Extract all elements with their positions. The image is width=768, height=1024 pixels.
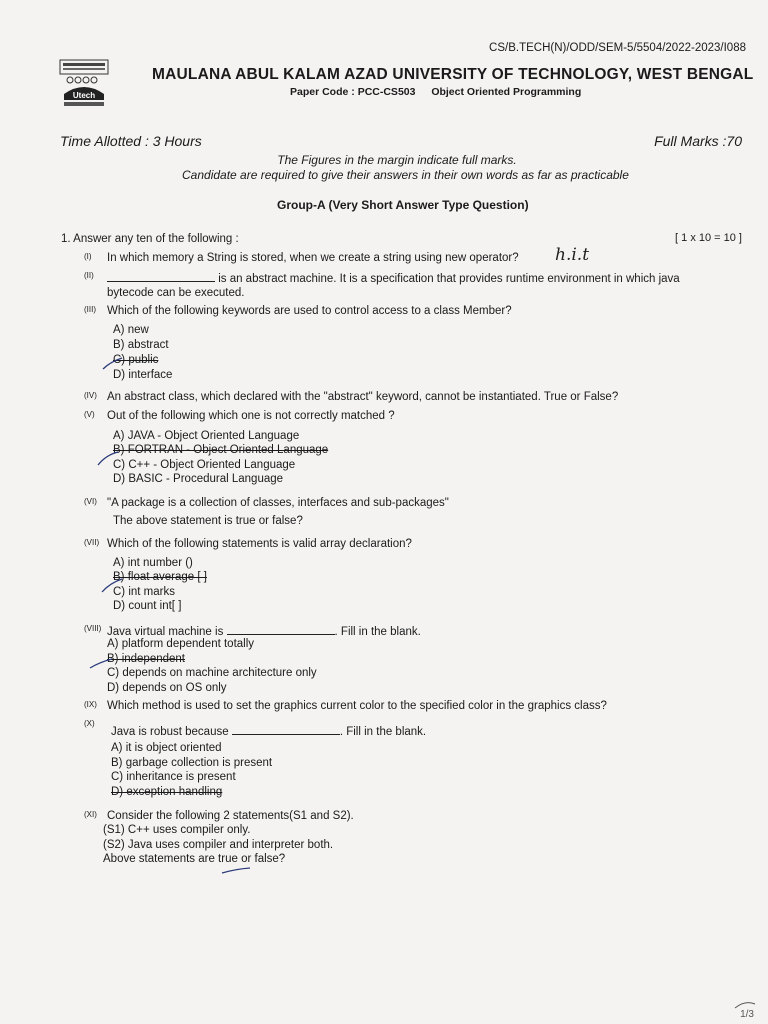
option-v-d: D) BASIC - Procedural Language: [113, 473, 284, 485]
question-number: 1.: [61, 233, 71, 245]
question-vii-text: Which of the following statements is valid array declaration?: [107, 538, 412, 550]
option-iii-b: B) abstract: [113, 339, 169, 351]
option-v-b: B) FORTRAN - Object Oriented Language: [113, 444, 329, 456]
roman-numeral-iv: (IV): [84, 391, 97, 400]
question-x-text: Java is robust because . Fill in the blank.: [111, 726, 427, 738]
instruction-1: The Figures in the margin indicate full marks.: [277, 153, 517, 167]
page-number: 1/3: [740, 1009, 754, 1020]
roman-numeral-x: (X): [84, 719, 95, 728]
paper-code-line: [290, 86, 581, 98]
question-vi-text-line2: The above statement is true or false?: [113, 515, 303, 527]
question-viii-text: Java virtual machine is . Fill in the blank.: [107, 626, 421, 638]
option-x-a: A) it is object oriented: [111, 742, 222, 754]
instruction-2: Candidate are required to give their answers in their own words as far as practicable: [182, 168, 629, 182]
paper-serial-code: CS/B.TECH(N)/ODD/SEM-5/5504/2022-2023/I088: [489, 42, 746, 54]
option-iii-c: C) public: [113, 354, 159, 366]
roman-numeral-vii: (VII): [84, 538, 100, 547]
full-marks: Full Marks :70: [654, 133, 742, 149]
option-viii-d: D) depends on OS only: [107, 682, 227, 694]
roman-numeral-xi: (XI): [84, 810, 97, 819]
question-ii-text-line2: bytecode can be executed.: [107, 287, 245, 299]
question-v-text: Out of the following which one is not correctly matched ?: [107, 410, 395, 422]
option-vii-d: D) count int[ ]: [113, 600, 182, 612]
option-viii-b: B) independent: [107, 653, 186, 665]
answer-blank: [232, 724, 340, 735]
time-allotted: Time Allotted : 3 Hours: [60, 133, 202, 149]
answer-blank: [227, 624, 335, 635]
roman-numeral-viii: (VIII): [84, 624, 102, 633]
option-viii-c: C) depends on machine architecture only: [107, 667, 317, 679]
university-name: MAULANA ABUL KALAM AZAD UNIVERSITY OF TECHNOLOGY, WEST BENGAL: [152, 66, 754, 83]
group-heading: Group-A (Very Short Answer Type Question): [277, 198, 529, 212]
option-v-a: A) JAVA - Object Oriented Language: [113, 430, 300, 442]
logo-lettering: Utech: [72, 91, 96, 100]
option-x-c: C) inheritance is present: [111, 771, 236, 783]
question-xi-s1: (S1) C++ uses compiler only.: [103, 824, 251, 836]
option-iii-d: D) interface: [113, 369, 173, 381]
paper-code: PCC-CS503: [357, 86, 416, 98]
question-text: Answer any ten of the following :: [73, 233, 239, 245]
option-vii-a: A) int number (): [113, 557, 193, 569]
handwritten-answer-i: h.i.t: [555, 245, 590, 265]
roman-numeral-ix: (IX): [84, 700, 97, 709]
option-iii-a: A) new: [113, 324, 149, 336]
option-v-c: C) C++ - Object Oriented Language: [113, 459, 296, 471]
question-ii-text: is an abstract machine. It is a specification that provides runtime environment in which java: [107, 271, 680, 285]
question-iv-text: An abstract class, which declared with the "abstract" keyword, cannot be instantiated. True or False?: [107, 391, 619, 403]
option-vii-b: B) float average [ ]: [113, 571, 207, 583]
roman-numeral-i: (I): [84, 252, 92, 261]
paper-code-label: Paper Code :: [290, 86, 355, 98]
option-viii-a: A) platform dependent totally: [107, 638, 255, 650]
roman-numeral-iii: (III): [84, 305, 96, 314]
question-xi-s2: (S2) Java uses compiler and interpreter both.: [103, 839, 334, 851]
question-iii-text: Which of the following keywords are used to control access to a class Member?: [107, 305, 512, 317]
question-1-marks: [ 1 x 10 = 10 ]: [675, 232, 742, 244]
roman-numeral-v: (V): [84, 410, 95, 419]
question-ix-text: Which method is used to set the graphics current color to the specified color in the graphics class?: [107, 700, 607, 712]
question-vi-text: "A package is a collection of classes, interfaces and sub-packages": [107, 497, 449, 509]
subject-name: Object Oriented Programming: [431, 86, 582, 98]
roman-numeral-vi: (VI): [84, 497, 97, 506]
question-xi-ask: Above statements are true or false?: [103, 853, 286, 865]
option-vii-c: C) int marks: [113, 586, 175, 598]
option-x-d: D) exception handling: [111, 786, 223, 798]
question-i-text: In which memory a String is stored, when we create a string using new operator?: [107, 252, 519, 264]
option-x-b: B) garbage collection is present: [111, 757, 273, 769]
university-logo: [58, 58, 110, 108]
answer-blank: [107, 271, 215, 282]
question-1-prompt: [61, 233, 239, 245]
roman-numeral-ii: (II): [84, 271, 94, 280]
question-xi-text: Consider the following 2 statements(S1 and S2).: [107, 810, 354, 822]
